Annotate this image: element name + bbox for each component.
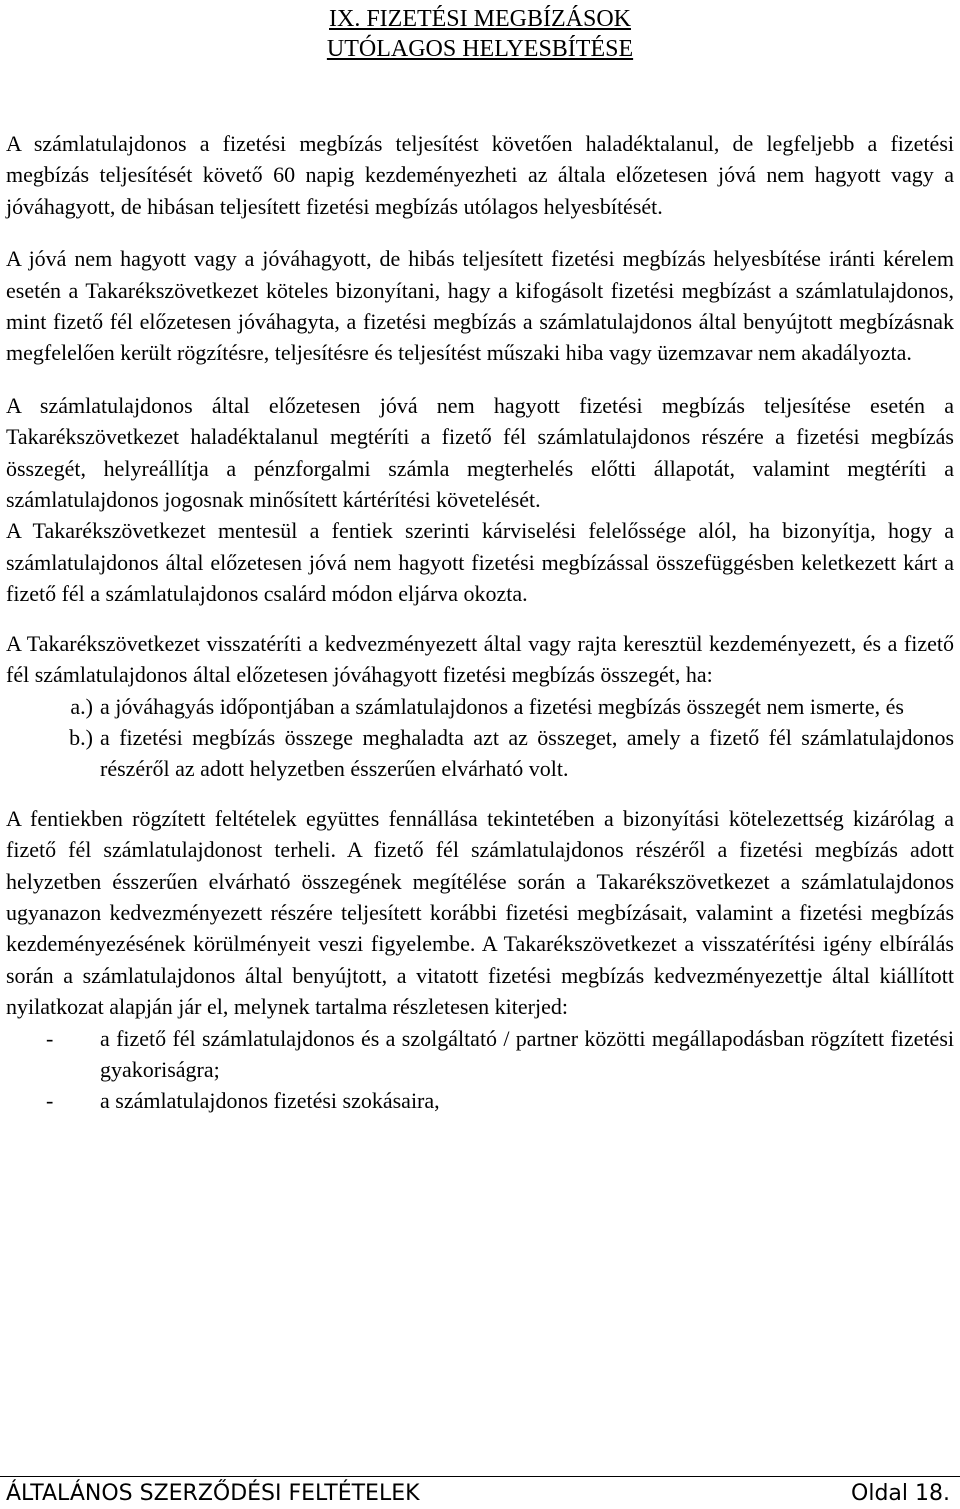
title-line-1: IX. FIZETÉSI MEGBÍZÁSOK — [329, 6, 631, 32]
list-item-text: a fizetési megbízás összege meghaladta azt az összeget, amely a fizető fél számlatulajdonos részéről az adott helyzetben ésszerűen elvárható volt. — [100, 724, 954, 782]
paragraph-1: A számlatulajdonos a fizetési megbízás teljesítést követően haladéktalanul, de legfeljebb a fizetési megbízás teljesítését követő 60 napig kezdeményezheti az általa előzetesen jóvá nem hagyott vagy a jóváhagyott, de hibásan teljesített fizetési megbízás utólagos helyesbítését. — [6, 131, 954, 219]
paragraph-3: A számlatulajdonos által előzetesen jóvá nem hagyott fizetési megbízás teljesítése esetén a Takarékszövetkezet haladéktalanul megtéríti a fizető fél számlatulajdonos részére a fizetési megbízás összegét, helyreállítja a pénzforgalmi számla megterhelés előtti állapotát, valamint megtéríti a számlatulajdonos jogosnak minősített kártérítési követelését. — [6, 392, 954, 513]
title-line-2: UTÓLAGOS HELYESBÍTÉSE — [326, 36, 634, 62]
footer-page-number: Oldal 18. — [851, 1481, 950, 1506]
dash-item-text: a számlatulajdonos fizetési szokásaira, — [100, 1088, 440, 1114]
dash-item-1 — [6, 1023, 954, 1086]
page-footer — [0, 1476, 960, 1508]
section-title — [0, 4, 960, 64]
list-item-text: a jóváhagyás időpontjában a számlatulajdonos a fizetési megbízás összegét nem ismerte, és — [100, 693, 904, 719]
document-body — [6, 128, 954, 1117]
dash-item-text: a fizető fél számlatulajdonos és a szolgáltató / partner közötti megállapodásban rögzített fizetési gyakoriságra; — [100, 1025, 954, 1082]
dash-marker: - — [46, 1025, 54, 1051]
paragraph-5: A Takarékszövetkezet visszatéríti a kedvezményezett által vagy rajta keresztül kezdeményezett, és a fizető fél számlatulajdonos által előzetesen jóváhagyott fizetési megbízás összegét, ha: — [6, 630, 954, 688]
list-marker: a.) — [70, 693, 93, 719]
footer-document-title: ÁLTALÁNOS SZERZŐDÉSI FELTÉTELEK — [6, 1481, 420, 1506]
dash-item-2 — [6, 1085, 954, 1116]
paragraph-4: A Takarékszövetkezet mentesül a fentiek szerinti kárviselési felelőssége alól, ha bizonyítja, hogy a számlatulajdonos által előzetesen jóvá nem hagyott fizetési megbízással összefüggésben keletkezett kárt a fizető fél a számlatulajdonos csalárd módon eljárva okozta. — [6, 518, 954, 607]
list-marker: b.) — [69, 724, 93, 750]
paragraph-6: A fentiekben rögzített feltételek együttes fennállása tekintetében a bizonyítási kötelezettség kizárólag a fizető fél számlatulajdonost terheli. A fizető fél számlatulajdonos részéről a fizetési megbízás adott helyzetben ésszerűen elvárható összegének megítélése során a Takarékszövetkezet a számlatulajdonos ugyanazon kedvezményezett részére teljesített korábbi fizetési megbízásait, valamint a fizetési megbízás kezdeményezésének körülményeit veszi figyelembe. A Takarékszövetkezet a visszatérítési igény elbírálás során a számlatulajdonos által benyújtott, a vitatott fizetési megbízás kedvezményezettje által kiállított nyilatkozat alapján jár el, melynek tartalma részletesen kiterjed: — [6, 805, 954, 1020]
list-item-b — [6, 722, 954, 785]
dash-marker: - — [46, 1088, 54, 1114]
list-item-a — [6, 691, 954, 722]
paragraph-2: A jóvá nem hagyott vagy a jóváhagyott, de hibás teljesített fizetési megbízás helyesbítése iránti kérelem esetén a Takarékszövetkezet köteles bizonyítani, hagy a kifogásolt fizetési megbízást a számlatulajdonos, mint fizető fél előzetesen jóváhagyta, a fizetési megbízás a számlatulajdonos által benyújtott megbízásnak megfelelően került rögzítésre, teljesítésre és teljesítést műszaki hiba vagy üzemzavar nem akadályozta. — [6, 246, 954, 366]
